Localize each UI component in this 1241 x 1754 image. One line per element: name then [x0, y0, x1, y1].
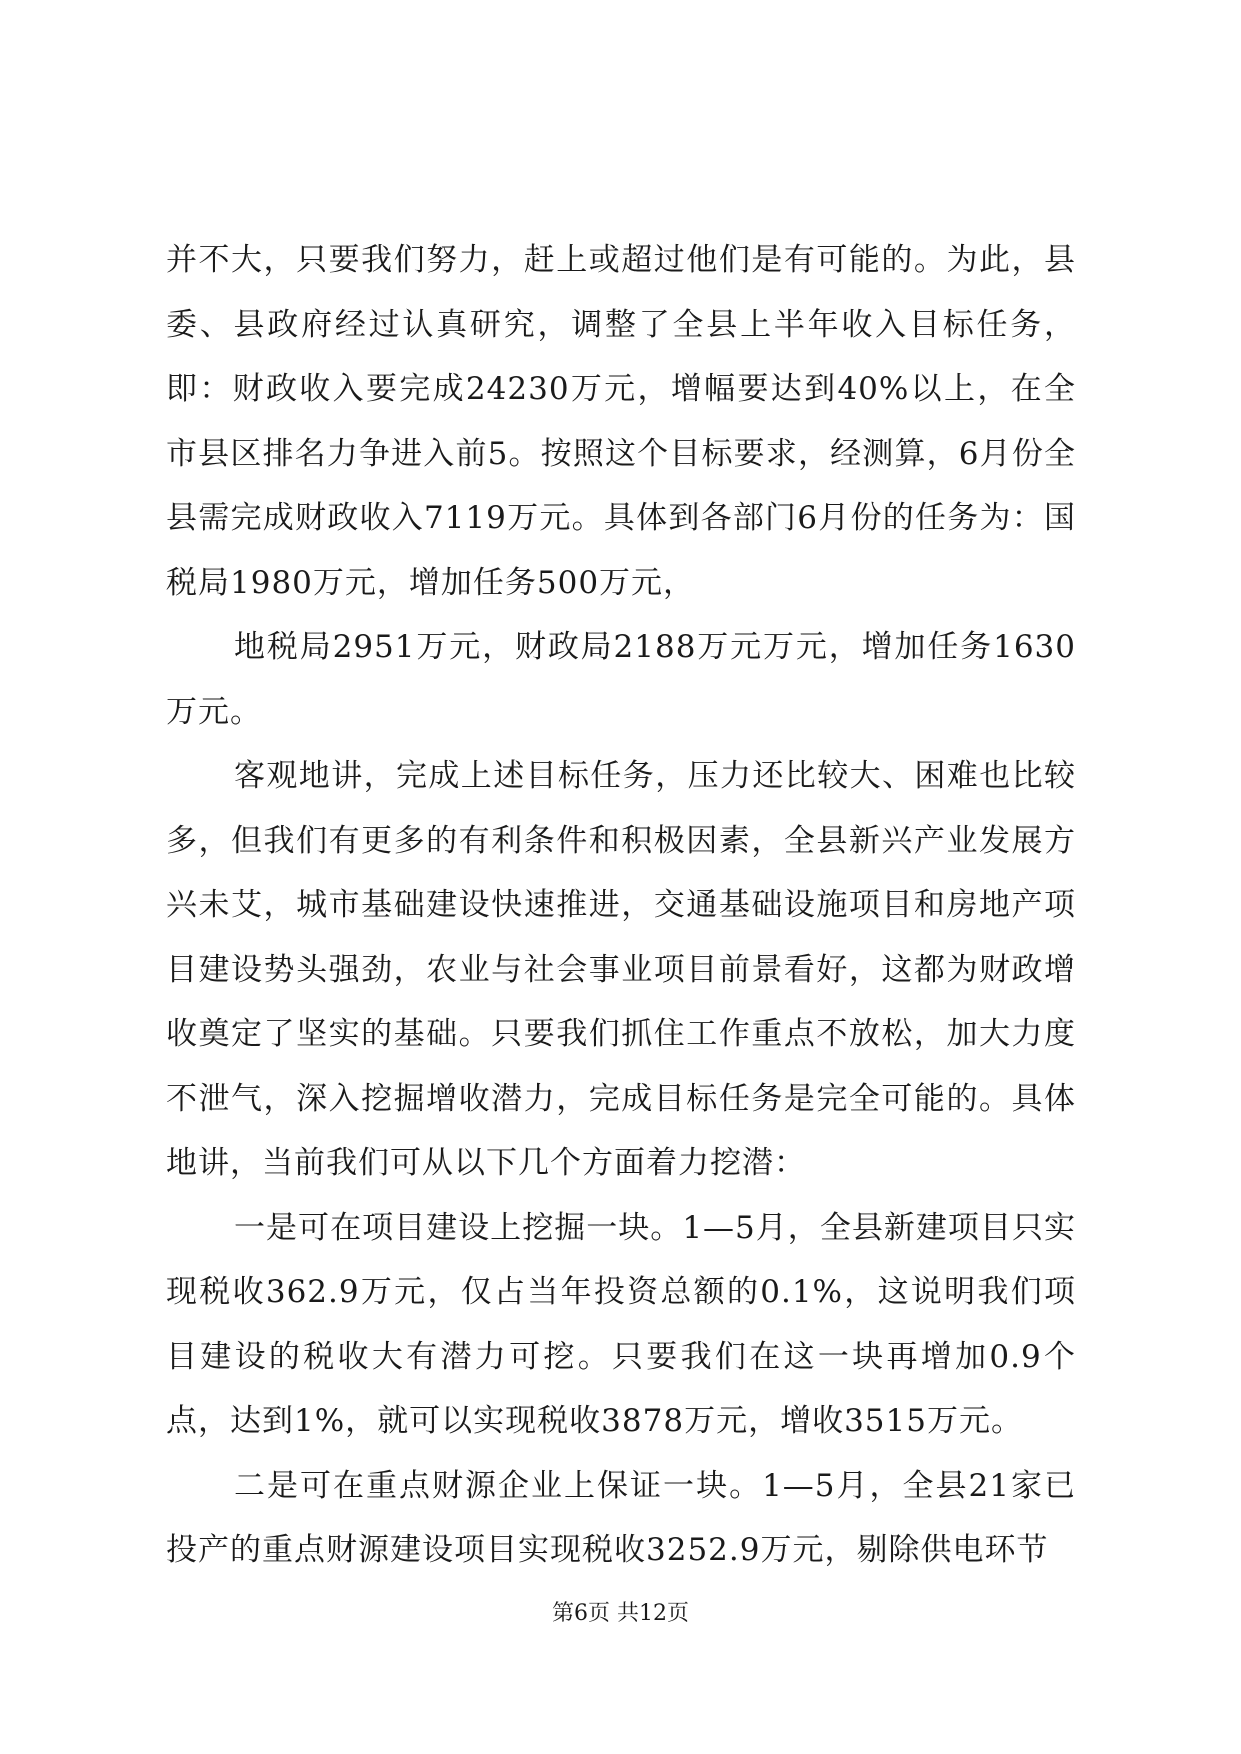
paragraph-5: 二是可在重点财源企业上保证一块。1—5月，全县21家已投产的重点财源建设项目实现税收3252.9万元，剔除供电环节	[166, 1467, 1076, 1568]
paragraph-4: 一是可在项目建设上挖掘一块。1—5月，全县新建项目只实现税收362.9万元，仅占当年投资总额的0.1%，这说明我们项目建设的税收大有潜力可挖。只要我们在这一块再增加0.9个点，达到1%，就可以实现税收3878万元，增收3515万元。	[166, 1209, 1076, 1439]
paragraph-1: 并不大，只要我们努力，赶上或超过他们是有可能的。为此，县委、县政府经过认真研究，调整了全县上半年收入目标任务，即：财政收入要完成24230万元，增幅要达到40%以上，在全市县区排名力争进入前5。按照这个目标要求，经测算，6月份全县需完成财政收入7119万元。具体到各部门6月份的任务为：国税局1980万元，增加任务500万元，	[166, 242, 1076, 601]
page-footer: 第6页 共12页	[552, 1601, 689, 1626]
paragraph-3: 客观地讲，完成上述目标任务，压力还比较大、困难也比较多，但我们有更多的有利条件和积极因素，全县新兴产业发展方兴未艾，城市基础建设快速推进，交通基础设施项目和房地产项目建设势头强劲，农业与社会事业项目前景看好，这都为财政增收奠定了坚实的基础。只要我们抓住工作重点不放松，加大力度不泄气，深入挖掘增收潜力，完成目标任务是完全可能的。具体地讲，当前我们可从以下几个方面着力挖潜：	[166, 758, 1076, 1181]
paragraph-2: 地税局2951万元，财政局2188万元万元，增加任务1630万元。	[166, 629, 1076, 730]
document-body	[166, 228, 1076, 1583]
